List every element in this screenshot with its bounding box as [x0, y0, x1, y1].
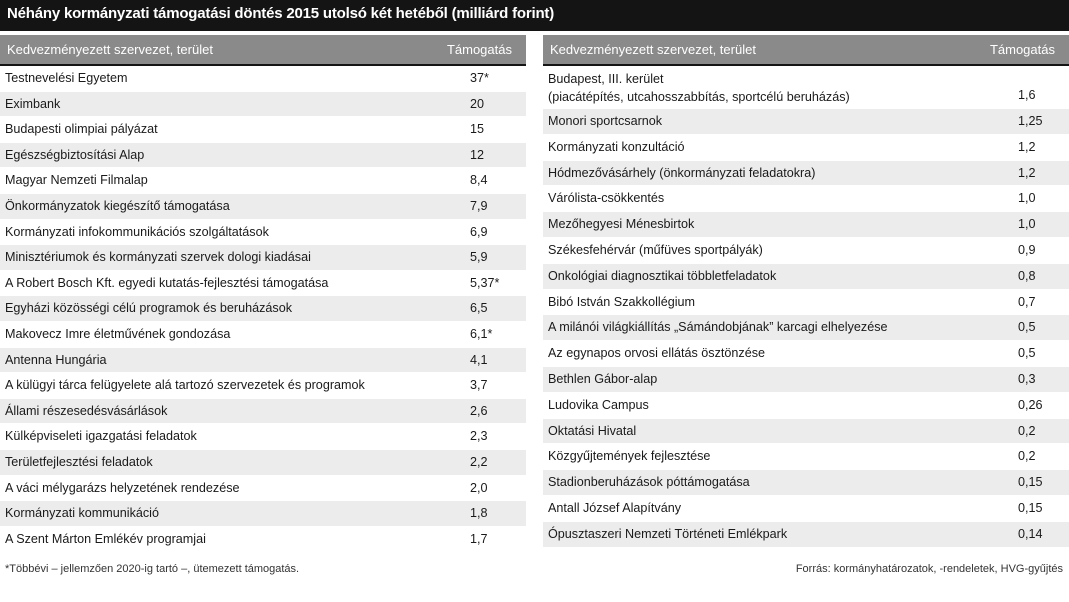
- row-name: Területfejlesztési feladatok: [5, 454, 153, 469]
- source-note: Forrás: kormányhatározatok, -rendeletek, HVG-gyűjtés: [795, 563, 1063, 575]
- row-name: A milánói világkiállítás „Sámándobjának” karcagi elhelyezése: [548, 320, 888, 335]
- row-value: 0,15: [1018, 475, 1043, 490]
- column-header-amount: Támogatás: [989, 42, 1055, 57]
- row-value: 20: [470, 96, 485, 111]
- column-header-organization: Kedvezményezett szervezet, terület: [550, 42, 756, 57]
- row-name: Mezőhegyesi Ménesbirtok: [548, 217, 695, 232]
- table-row: [543, 212, 1069, 238]
- row-value: 7,9: [470, 198, 488, 213]
- table-row: [0, 168, 526, 194]
- table-row: [543, 496, 1069, 522]
- footnote: *Többévi – jellemzően 2020-ig tartó –, ütemezett támogatás.: [5, 563, 300, 575]
- row-value: 2,6: [470, 403, 488, 418]
- table-row: [0, 348, 526, 374]
- table-row: [543, 238, 1069, 264]
- row-name: Közgyűjtemények fejlesztése: [548, 449, 711, 464]
- row-value: 0,14: [1018, 526, 1043, 541]
- row-value: 0,26: [1018, 397, 1043, 412]
- row-value: 37*: [470, 71, 489, 85]
- row-value: 2,2: [470, 454, 488, 469]
- row-name: Monori sportcsarnok: [548, 114, 663, 128]
- row-value: 1,0: [1018, 191, 1036, 206]
- row-value: 6,1*: [470, 326, 493, 341]
- row-name: Bibó István Szakkollégium: [548, 294, 695, 309]
- row-value: 0,5: [1018, 320, 1036, 335]
- table-row: [543, 109, 1069, 135]
- row-name: Minisztériumok és kormányzati szervek dologi kiadásai: [5, 250, 311, 265]
- table-row: [0, 66, 526, 92]
- table-row: [0, 450, 526, 476]
- row-name: Kormányzati kommunikáció: [5, 506, 159, 521]
- table-row: [543, 135, 1069, 161]
- table-row: [543, 341, 1069, 367]
- table-row: [0, 143, 526, 169]
- row-value: 1,7: [470, 531, 488, 546]
- row-value: 0,8: [1018, 268, 1036, 283]
- row-value: 1,2: [1018, 165, 1036, 180]
- row-name: A váci mélygarázs helyzetének rendezése: [5, 480, 240, 495]
- row-value: 2,3: [470, 429, 488, 444]
- row-name: Ópusztaszeri Nemzeti Történeti Emlékpark: [548, 526, 788, 541]
- row-value: 5,37*: [470, 275, 500, 290]
- row-name: Külképviseleti igazgatási feladatok: [5, 429, 197, 444]
- row-name-line1: Budapest, III. kerület: [548, 72, 664, 86]
- row-name: Egyházi közösségi célú programok és beruházások: [5, 301, 293, 316]
- row-value: 15: [470, 122, 485, 137]
- table-row: [0, 373, 526, 399]
- table-row: [0, 527, 526, 553]
- row-value: 8,4: [470, 173, 488, 188]
- row-name: A külügyi tárca felügyelete alá tartozó szervezetek és programok: [5, 378, 365, 393]
- table-row: [543, 367, 1069, 393]
- row-name: Kormányzati infokommunikációs szolgáltatások: [5, 224, 269, 239]
- row-name: Antenna Hungária: [5, 352, 107, 367]
- table-row: [543, 522, 1069, 548]
- row-value: 0,15: [1018, 500, 1043, 515]
- row-value: 0,3: [1018, 371, 1036, 386]
- row-value: 5,9: [470, 250, 488, 265]
- row-name: Önkormányzatok kiegészítő támogatása: [5, 198, 230, 213]
- row-name: Hódmezővásárhely (önkormányzati feladatokra): [548, 165, 816, 180]
- row-name: Bethlen Gábor-alap: [548, 371, 658, 386]
- row-name: Állami részesedésvásárlások: [5, 403, 168, 418]
- row-value: 1,2: [1018, 139, 1036, 154]
- row-name: Az egynapos orvosi ellátás ösztönzése: [548, 346, 766, 361]
- row-name: Székesfehérvár (műfüves sportpályák): [548, 242, 763, 257]
- row-name-line2: (piacátépítés, utcahosszabbítás, sportcélú beruházás): [548, 90, 850, 104]
- row-value: 1,8: [470, 506, 488, 521]
- right-table-header: [543, 35, 1069, 66]
- table-row: [543, 315, 1069, 341]
- table-row: [0, 194, 526, 220]
- page-title: Néhány kormányzati támogatási döntés 2015 utolsó két hetéből (milliárd forint): [7, 5, 555, 22]
- table-row: [0, 501, 526, 527]
- row-name: A Robert Bosch Kft. egyedi kutatás-fejlesztési támogatása: [5, 275, 329, 290]
- column-header-amount: Támogatás: [446, 42, 512, 57]
- row-name: Eximbank: [5, 96, 61, 111]
- row-value: 3,7: [470, 378, 488, 393]
- right-table: [543, 35, 1069, 548]
- row-value: 1,0: [1018, 217, 1036, 232]
- row-value: 6,5: [470, 301, 488, 316]
- left-table-header: [0, 35, 526, 66]
- table-row: [543, 444, 1069, 470]
- left-table: [0, 35, 526, 552]
- table-row: [0, 296, 526, 322]
- row-name: [548, 70, 850, 106]
- row-name: Oktatási Hivatal: [548, 423, 637, 438]
- table-row: [0, 271, 526, 297]
- table-row: [0, 92, 526, 118]
- row-name: Onkológiai diagnosztikai többletfeladatok: [548, 268, 777, 283]
- row-value: 12: [470, 147, 485, 162]
- row-value: 0,2: [1018, 449, 1036, 464]
- column-header-organization: Kedvezményezett szervezet, terület: [7, 42, 213, 57]
- table-row: [543, 419, 1069, 445]
- left-table-body: [0, 66, 526, 552]
- table-row: [0, 399, 526, 425]
- row-name: Antall József Alapítvány: [548, 500, 682, 515]
- table-row: [543, 186, 1069, 212]
- row-name: Budapesti olimpiai pályázat: [5, 122, 158, 137]
- row-value: 1,6: [1018, 88, 1036, 102]
- table-row: [0, 424, 526, 450]
- row-name: Magyar Nemzeti Filmalap: [5, 173, 148, 188]
- table-row: [543, 264, 1069, 290]
- row-name: Egészségbiztosítási Alap: [5, 147, 145, 162]
- row-name: Ludovika Campus: [548, 397, 649, 412]
- row-value: 6,9: [470, 224, 488, 239]
- row-value: 1,25: [1018, 114, 1043, 128]
- row-value: 0,5: [1018, 346, 1036, 361]
- table-row: [543, 66, 1069, 109]
- row-value: 0,7: [1018, 294, 1036, 309]
- row-name: Várólista-csökkentés: [548, 191, 665, 206]
- row-name: Testnevelési Egyetem: [5, 71, 128, 85]
- row-value: 0,2: [1018, 423, 1036, 438]
- row-value: 4,1: [470, 352, 488, 367]
- table-row: [0, 245, 526, 271]
- table-row: [543, 470, 1069, 496]
- row-name: A Szent Márton Emlékév programjai: [5, 531, 206, 546]
- row-name: Makovecz Imre életművének gondozása: [5, 326, 231, 341]
- row-name: Stadionberuházások póttámogatása: [548, 475, 750, 490]
- table-row: [543, 290, 1069, 316]
- table-row: [0, 117, 526, 143]
- row-value: 0,9: [1018, 242, 1036, 257]
- table-row: [0, 220, 526, 246]
- table-row: [543, 161, 1069, 187]
- row-value: 2,0: [470, 480, 488, 495]
- table-row: [0, 476, 526, 502]
- row-name: Kormányzati konzultáció: [548, 139, 685, 154]
- title-bar: [0, 0, 1069, 31]
- table-row: [543, 393, 1069, 419]
- table-row: [0, 322, 526, 348]
- right-table-body: [543, 66, 1069, 548]
